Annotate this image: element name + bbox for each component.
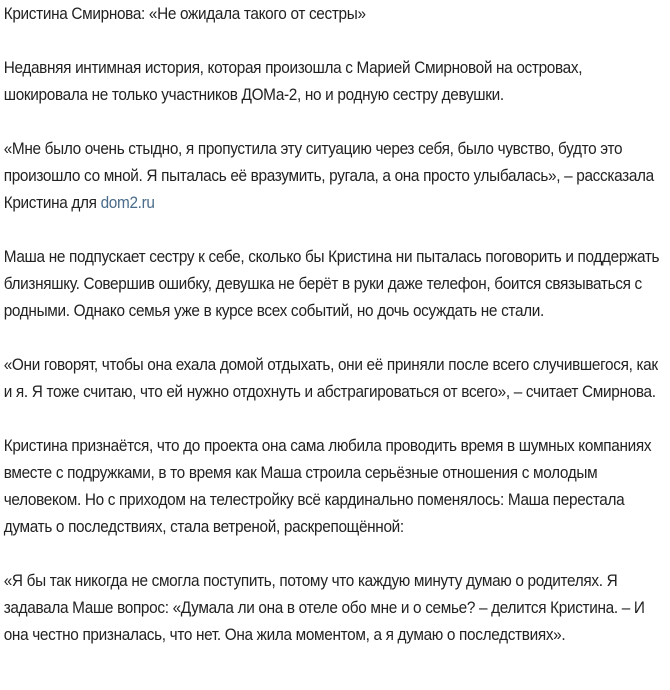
article-title: Кристина Смирнова: «Не ожидала такого от сестры» bbox=[3, 5, 366, 23]
paragraph-intro: Недавняя интимная история, которая произошла с Марией Смирновой на островах, шокировала не только участников ДОМа-2, но и родную сестру девушки. bbox=[3, 59, 583, 104]
source-link[interactable]: dom2.ru bbox=[100, 194, 155, 212]
paragraph-quote-2: «Они говорят, чтобы она ехала домой отдыхать, они её приняли после всего случившегося, как и я. Я тоже считаю, что ей нужно отдохнуть и абстрагироваться от всего», – считает Смирнова. bbox=[3, 356, 658, 401]
paragraph-masha: Маша не подпускает сестру к себе, сколько бы Кристина ни пыталась поговорить и поддержать близняшку. Совершив ошибку, девушка не берёт в руки даже телефон, боится связываться с родными. Однако семья уже в курсе всех событий, но дочь осуждать не стали. bbox=[3, 248, 660, 320]
paragraph-kristina: Кристина признаётся, что до проекта она сама любила проводить время в шумных компаниях вместе с подружками, в то время как Маша строила серьёзные отношения с молодым человеком. Но с приходом на телестройку всё кардинально поменялось: Маша перестала думать о последствиях, стала ветреной, раскрепощённой: bbox=[3, 437, 652, 536]
quote-text: «Мне было очень стыдно, я пропустила эту ситуацию через себя, было чувство, будто это произошло со мной. Я пыталась её вразумить, ругала, а она просто улыбалась», – рассказала Кристина для bbox=[3, 140, 654, 212]
paragraph-quote-3: «Я бы так никогда не смогла поступить, потому что каждую минуту думаю о родителях. Я задавала Маше вопрос: «Думала ли она в отеле обо мне и о семье? – делится Кристина. – И она честно призналась, что нет. Она жила моментом, а я думаю о последствиях». bbox=[3, 572, 645, 644]
article bbox=[0, 1, 669, 649]
paragraph-quote-1 bbox=[4, 136, 669, 217]
